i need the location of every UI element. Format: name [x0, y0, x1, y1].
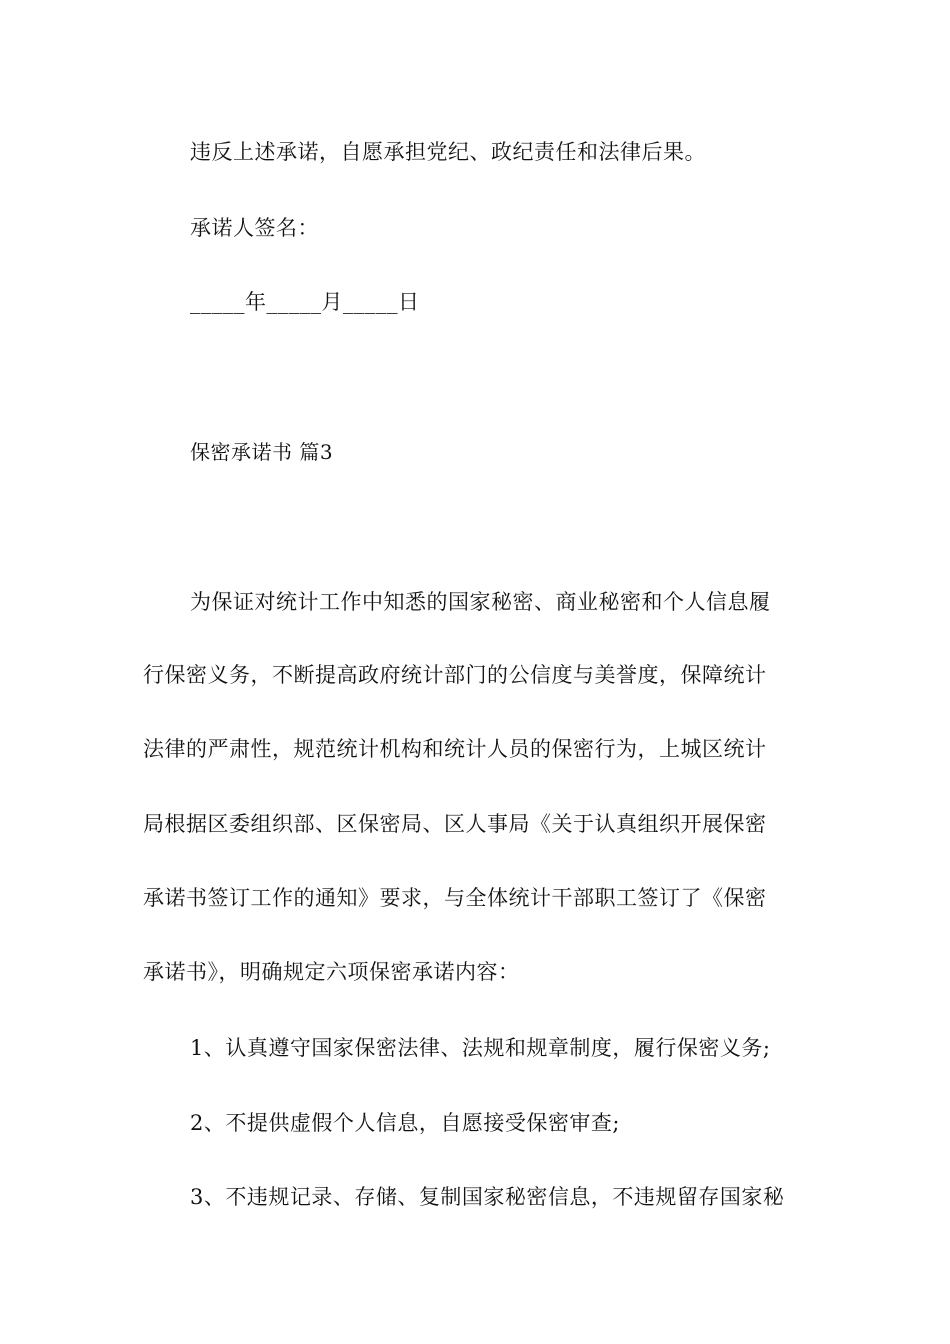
paragraph-line-6: 承诺书》，明确规定六项保密承诺内容： [143, 960, 520, 984]
signature-label: 承诺人签名： [190, 216, 319, 240]
paragraph-line-5: 承诺书签订工作的通知》要求，与全体统计干部职工签订了《保密 [143, 886, 767, 910]
list-item-1: 1、认真遵守国家保密法律、法规和规章制度，履行保密义务; [190, 1036, 771, 1060]
list-item-2: 2、不提供虚假个人信息，自愿接受保密审查; [190, 1111, 620, 1135]
date-blank-line: _____年_____月_____日 [190, 290, 420, 314]
paragraph-line-2: 行保密义务，不断提高政府统计部门的公信度与美誉度，保障统计 [143, 663, 767, 687]
paragraph-line-3: 法律的严肃性，规范统计机构和统计人员的保密行为，上城区统计 [143, 737, 767, 761]
list-item-3: 3、不违规记录、存储、复制国家秘密信息，不违规留存国家秘 [190, 1185, 785, 1209]
paragraph-line-4: 局根据区委组织部、区保密局、区人事局《关于认真组织开展保密 [143, 812, 767, 836]
section-title: 保密承诺书 篇3 [190, 440, 334, 464]
commitment-consequence-text: 违反上述承诺，自愿承担党纪、政纪责任和法律后果。 [190, 140, 706, 164]
paragraph-line-1: 为保证对统计工作中知悉的国家秘密、商业秘密和个人信息履 [190, 590, 771, 614]
